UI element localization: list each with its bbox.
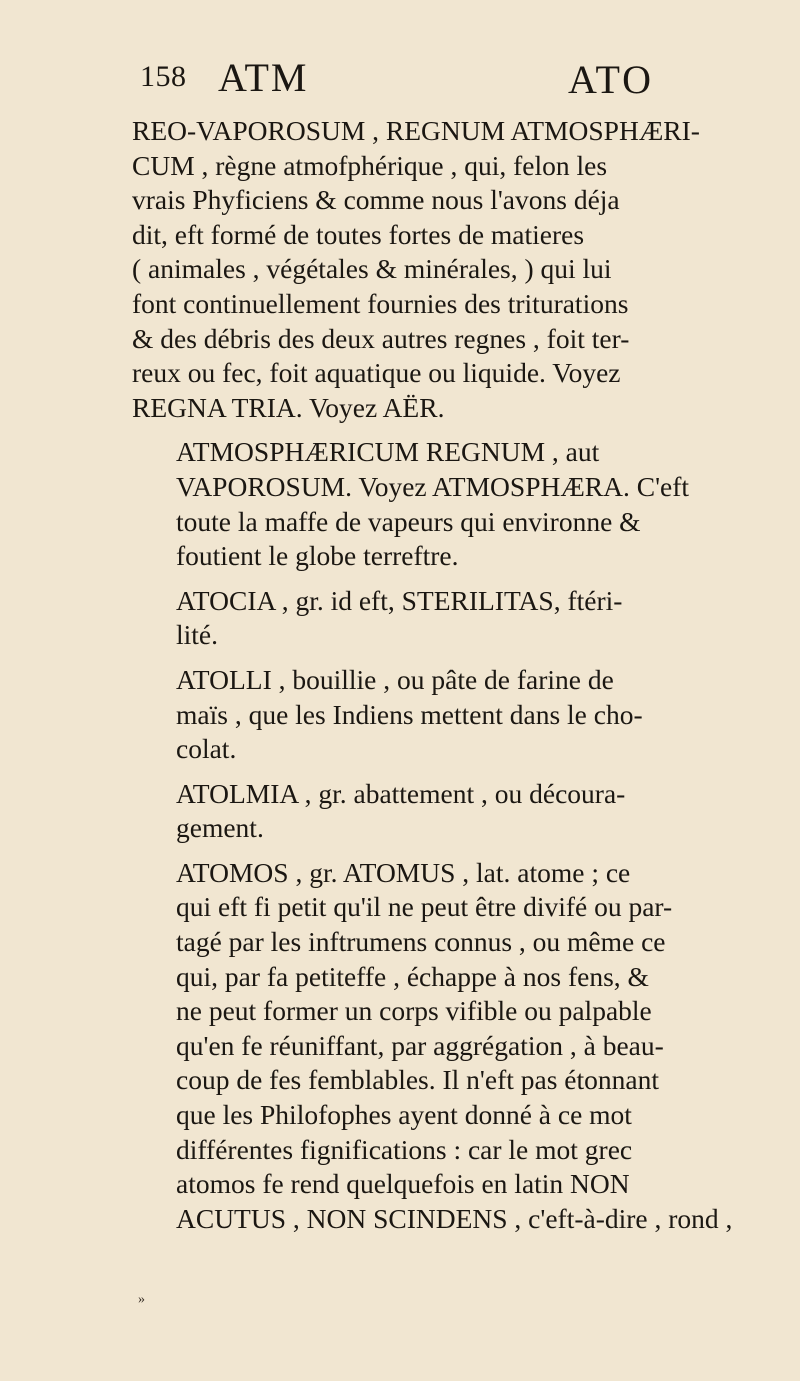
text-line: qui eft fi petit qu'il ne peut être divifé ou par- bbox=[176, 891, 673, 923]
text-line: maïs , que les Indiens mettent dans le cho- bbox=[176, 698, 643, 730]
text-line: que les Philofophes ayent donné à ce mot bbox=[176, 1099, 632, 1131]
entry-regnum-atmosphaericum-continued bbox=[132, 114, 772, 425]
dictionary-text bbox=[132, 114, 772, 1246]
running-head-right: ATO bbox=[568, 57, 655, 102]
text-line: qu'en fe réuniffant, par aggrégation , à beau- bbox=[176, 1029, 664, 1061]
text-line: reux ou fec, foit aquatique ou liquide. Voyez bbox=[132, 357, 621, 389]
entry-atolmia bbox=[132, 777, 772, 846]
text-line: différentes fignifications : car le mot grec bbox=[176, 1133, 633, 1165]
text-line: ATMOSPHÆRICUM REGNUM , aut bbox=[176, 436, 600, 468]
entry-atomos bbox=[132, 856, 772, 1237]
text-line: font continuellement fournies des triturations bbox=[132, 287, 629, 319]
entry-atolli bbox=[132, 663, 772, 767]
text-line: vrais Phyficiens & comme nous l'avons déja bbox=[132, 184, 620, 216]
entry-atocia bbox=[132, 584, 772, 653]
catchword-mark: » bbox=[138, 1292, 145, 1307]
text-line: foutient le globe terreftre. bbox=[176, 540, 459, 572]
text-line: ( animales , végétales & minérales, ) qui lui bbox=[132, 253, 612, 285]
text-line: ne peut former un corps vifible ou palpable bbox=[176, 995, 652, 1027]
text-line: VAPOROSUM. Voyez ATMOSPHÆRA. C'eft bbox=[176, 470, 690, 502]
text-line: REO-VAPOROSUM , REGNUM ATMOSPHÆRI- bbox=[132, 115, 700, 146]
text-line: & des débris des deux autres regnes , foit ter- bbox=[132, 322, 630, 354]
text-line: lité. bbox=[176, 619, 219, 651]
running-head-left: ATM bbox=[218, 55, 309, 100]
text-line: ATOCIA , gr. id eft, STERILITAS, ftéri- bbox=[176, 584, 623, 616]
text-line: colat. bbox=[176, 733, 237, 765]
text-line: ATOLMIA , gr. abattement , ou découra- bbox=[176, 777, 626, 809]
text-line: toute la maffe de vapeurs qui environne & bbox=[176, 505, 641, 537]
text-line: coup de fes femblables. Il n'eft pas étonnant bbox=[176, 1064, 659, 1096]
text-line: gement. bbox=[176, 812, 264, 844]
page-number: 158 bbox=[140, 60, 187, 93]
running-header bbox=[140, 46, 700, 106]
text-line: CUM , règne atmofphérique , qui, felon les bbox=[132, 149, 608, 181]
entry-atmosphaericum-regnum bbox=[132, 435, 772, 573]
text-line: ATOLLI , bouillie , ou pâte de farine de bbox=[176, 663, 614, 695]
text-line: tagé par les inftrumens connus , ou même ce bbox=[176, 926, 666, 958]
text-line: ACUTUS , NON SCINDENS , c'eft-à-dire , rond , bbox=[176, 1202, 733, 1234]
text-line: REGNA TRIA. Voyez AËR. bbox=[132, 391, 445, 423]
text-line: qui, par fa petiteffe , échappe à nos fens, & bbox=[176, 960, 649, 992]
text-line: dit, eft formé de toutes fortes de matieres bbox=[132, 218, 585, 250]
text-line: ATOMOS , gr. ATOMUS , lat. atome ; ce bbox=[176, 856, 631, 888]
text-line: atomos fe rend quelquefois en latin NON bbox=[176, 1168, 630, 1200]
